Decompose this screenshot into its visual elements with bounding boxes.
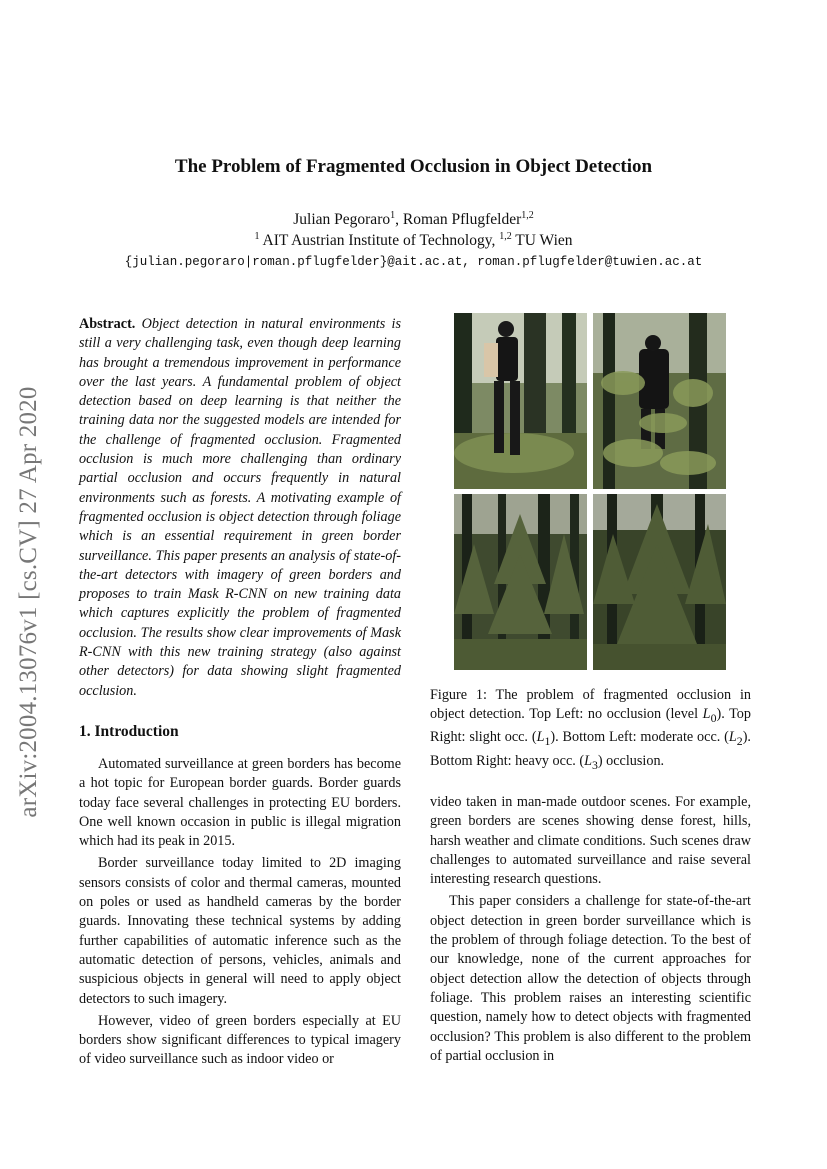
abstract-text: Object detection in natural environments is still a very challenging task, even though deep learning has brought a tremendous improvement in performance over the last years. A fundamental problem of object detection based on deep learning is that neither the training data nor the suggested models are intended for the challenge of fragmented occlusion. Fragmented occlusion is much more challenging than ordinary partial occlusion and occurs frequently in natural environments such as forests. A motivating example of fragmented occlusion is object detection through foliage which is an essential requirement in green border surveillance. This paper presents an analysis of state-of-the-art detectors with imagery of green borders and proposes to train Mask R-CNN on new training data which captures explicitly the problem of fragmented occlusion. The results show clear improvements of Mask R-CNN with this new training strategy (also against other detectors) for data showing slight fragmented occlusion. xyxy=(79,316,401,699)
author-2: Roman Pflugfelder xyxy=(402,211,522,228)
affil-2: TU Wien xyxy=(511,232,573,249)
level-l3-sub: 3 xyxy=(591,757,598,772)
introduction-body xyxy=(79,755,401,1073)
level-l0-sub: 0 xyxy=(710,711,717,726)
level-l0: L xyxy=(702,706,711,723)
figure-panel-moderate-occlusion xyxy=(454,494,587,670)
intro-paragraph-3: However, video of green borders especially at EU borders show significant differences to typical imagery of video surveillance such as indoor video or xyxy=(79,1012,401,1068)
caption-part-e: ) occlusion. xyxy=(597,752,665,769)
intro-paragraph-2: Border surveillance today limited to 2D imaging sensors consists of color and thermal cameras, mounted on poles or used as handheld cameras by the border guards. Innovating these technical systems by adding further capabilities of automatic inference such as the automatic detection of persons, vehicles, animals and suspicious objects in general will need to apply object detectors to such imagery. xyxy=(79,855,401,1007)
affil-1-marker: 1 xyxy=(254,230,260,242)
author-separator: , xyxy=(395,211,403,228)
abstract-label: Abstract. xyxy=(79,316,136,332)
figure-panel-heavy-occlusion xyxy=(593,494,726,670)
affil-2-marker: 1,2 xyxy=(499,230,512,242)
author-line xyxy=(0,211,827,229)
arxiv-stamp xyxy=(11,362,47,842)
caption-part-d: ). Bottom Right: heavy occ. ( xyxy=(430,729,751,769)
author-1: Julian Pegoraro xyxy=(293,211,391,228)
author-2-affil: 1,2 xyxy=(521,209,534,221)
right-paragraph-2: This paper considers a challenge for state-of-the-art object detection in green border surveillance which is the problem of through foliage detection. To the best of our knowledge, none of the current approaches for object detection allow the detection of objects through foliage. This problem raises an interesting scientific question, namely how to detect objects with fragmented occlusion? This problem is also different to the problem of partial occlusion in xyxy=(430,893,751,1064)
figure-panel-slight-occlusion xyxy=(593,313,726,489)
intro-paragraph-1: Automated surveillance at green borders has become a hot topic for European border guards. Border guards today face several challenges in protecting EU borders. One well known occasion in public is illegal migration which had its peak in 2015. xyxy=(79,756,401,850)
author-1-affil: 1 xyxy=(390,209,396,221)
level-l3: L xyxy=(584,752,592,769)
abstract xyxy=(79,315,401,701)
affiliation-line xyxy=(0,232,827,250)
caption-part-c: ). Bottom Left: moderate occ. ( xyxy=(550,729,729,746)
caption-part-b: ). Top Right: slight occ. ( xyxy=(430,706,751,746)
level-l1: L xyxy=(536,729,545,746)
right-column-body xyxy=(430,793,751,1069)
caption-part-a: Figure 1: The problem of fragmented occlusion in object detection. Top Left: no occlusion (level xyxy=(430,687,751,723)
level-l2: L xyxy=(728,729,737,746)
paper-title: The Problem of Fragmented Occlusion in Object Detection xyxy=(174,156,653,177)
arxiv-stamp-text: arXiv:2004.13076v1 [cs.CV] 27 Apr 2020 xyxy=(15,386,42,818)
affil-1: AIT Austrian Institute of Technology, xyxy=(259,232,500,249)
right-paragraph-1: video taken in man-made outdoor scenes. For example, green borders are scenes showing dense forest, hills, harsh weather and climate conditions. Such scenes draw challenges to automated surveillance and raise several interesting research questions. xyxy=(430,794,751,888)
figure-1-image-grid xyxy=(454,313,727,670)
section-heading-introduction: 1. Introduction xyxy=(79,723,179,740)
figure-panel-no-occlusion xyxy=(454,313,587,489)
email-line[interactable]: {julian.pegoraro|roman.pflugfelder}@ait.ac.at, roman.pflugfelder@tuwien.ac.at xyxy=(124,255,703,269)
level-l1-sub: 1 xyxy=(544,734,551,749)
level-l2-sub: 2 xyxy=(736,734,743,749)
figure-1-caption xyxy=(430,686,751,775)
